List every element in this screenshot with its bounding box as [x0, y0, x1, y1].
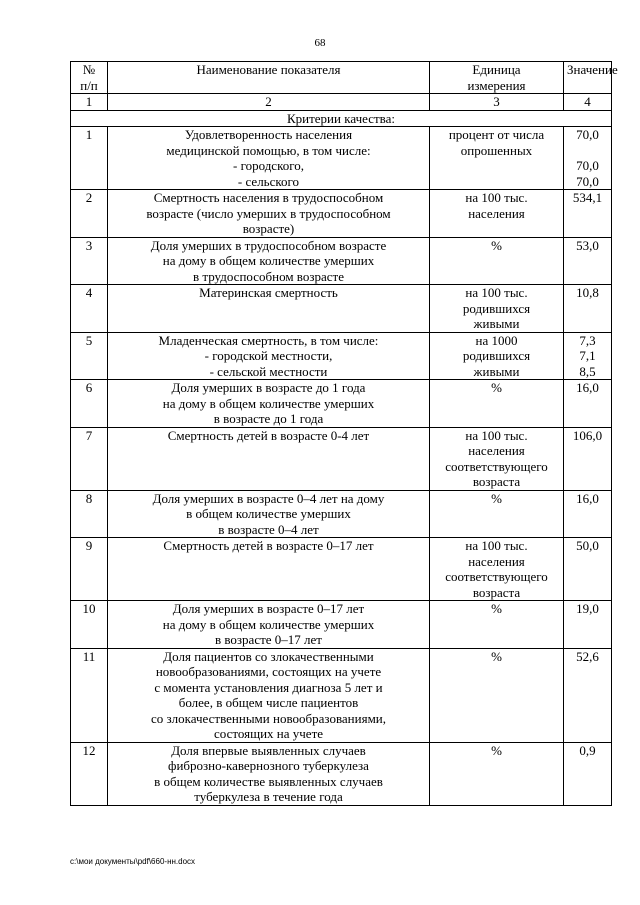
indicator-name-cell — [108, 332, 430, 380]
indicator-name-cell — [108, 742, 430, 805]
value-line: 70,0 — [576, 158, 599, 173]
indicator-name-line: состоящих на учете — [213, 726, 324, 741]
indicator-name-line: Доля умерших в трудоспособном возрасте — [150, 237, 387, 253]
header-name — [108, 62, 430, 94]
indicator-name-line: в возрасте до 1 года — [213, 411, 324, 426]
indicator-name-cell — [108, 237, 430, 285]
unit-line: соответствующего — [445, 569, 548, 584]
value-cell — [564, 127, 612, 190]
indicator-name-line: - городской местности, — [204, 348, 333, 363]
value-cell — [564, 332, 612, 380]
indicator-name-line: с момента установления диагноза 5 лет и — [154, 679, 383, 695]
table-row — [71, 127, 612, 190]
quality-criteria-table — [70, 61, 618, 806]
section-row — [71, 110, 612, 127]
row-number: 2 — [71, 190, 108, 238]
column-numbers-row — [71, 94, 612, 111]
unit-line: на 100 тыс. — [465, 427, 528, 443]
header-unit-line: измерения — [467, 77, 526, 93]
indicator-name-line: более, в общем числе пациентов — [178, 695, 359, 710]
header-unit-line: Единица — [472, 62, 521, 77]
indicator-name-line: Удовлетворенность населения — [184, 127, 353, 142]
unit-line: соответствующего — [445, 458, 548, 474]
value-cell — [564, 190, 612, 238]
indicator-name-cell — [108, 127, 430, 190]
unit-line: на 100 тыс. — [465, 190, 528, 205]
indicator-name-line: - сельской местности — [209, 363, 328, 379]
value-cell — [564, 427, 612, 490]
page-number: 68 — [314, 37, 326, 49]
value-line: 50,0 — [576, 538, 599, 553]
row-number: 6 — [71, 380, 108, 428]
indicator-name-line: Доля впервые выявленных случаев — [171, 742, 366, 758]
unit-cell — [430, 538, 564, 601]
indicator-name-line: возрасте (число умерших в трудоспособном — [146, 205, 391, 221]
table-row — [71, 427, 612, 490]
row-number: 11 — [71, 648, 108, 742]
value-line: 7,1 — [579, 348, 596, 363]
indicator-name-line: - сельского — [237, 173, 300, 189]
header-num-line: п/п — [80, 77, 98, 93]
indicator-name-line: на дому в общем количестве умерших — [162, 253, 375, 268]
unit-cell — [430, 490, 564, 538]
table-row — [71, 237, 612, 285]
table-row — [71, 285, 612, 333]
unit-line: на 1000 — [475, 332, 518, 348]
value-line: 52,6 — [576, 648, 599, 664]
footer-file-path: c:\мои документы\pdf\660-нн.docx — [70, 857, 196, 866]
unit-line: % — [491, 742, 502, 758]
value-line: 8,5 — [579, 363, 596, 379]
value-line: 16,0 — [576, 380, 599, 395]
unit-line: на 100 тыс. — [465, 538, 528, 553]
unit-line: родившихся — [462, 300, 531, 316]
header-num-line: № — [82, 62, 96, 77]
indicator-name-line: Доля пациентов со злокачественными — [163, 648, 374, 664]
value-line: 10,8 — [576, 285, 599, 300]
unit-line: населения — [468, 443, 525, 458]
table-header-row — [71, 62, 612, 94]
unit-line: возраста — [472, 584, 521, 600]
value-cell — [564, 648, 612, 742]
indicator-name-line: на дому в общем количестве умерших — [162, 616, 375, 632]
indicator-name-line: туберкулеза в течение года — [194, 789, 343, 804]
indicator-name-line: Смертность детей в возрасте 0-4 лет — [167, 427, 370, 443]
unit-cell — [430, 742, 564, 805]
unit-line: процент от числа — [448, 127, 545, 142]
unit-line: живыми — [473, 316, 520, 331]
unit-cell — [430, 427, 564, 490]
unit-line: на 100 тыс. — [465, 285, 528, 300]
table-row — [71, 190, 612, 238]
value-line: 70,0 — [576, 173, 599, 189]
indicator-name-line: новообразованиями, состоящих на учете — [155, 664, 382, 679]
unit-cell — [430, 601, 564, 649]
value-line: 106,0 — [572, 427, 603, 443]
unit-cell — [430, 648, 564, 742]
indicator-name-line: в возрасте 0–17 лет — [214, 632, 322, 647]
row-number: 4 — [71, 285, 108, 333]
indicator-name-line: в общем количестве выявленных случаев — [154, 773, 383, 789]
unit-line: опрошенных — [460, 142, 533, 158]
indicator-name-line: Младенческая смертность, в том числе: — [158, 332, 379, 348]
value-line: 70,0 — [576, 127, 599, 142]
unit-cell — [430, 285, 564, 333]
indicator-name-cell — [108, 380, 430, 428]
table-row — [71, 538, 612, 601]
indicator-name-line: на дому в общем количестве умерших — [162, 395, 375, 411]
unit-cell — [430, 332, 564, 380]
unit-cell — [430, 380, 564, 428]
unit-line: % — [491, 601, 502, 616]
table-row — [71, 490, 612, 538]
value-cell — [564, 742, 612, 805]
indicator-name-line: Смертность детей в возрасте 0–17 лет — [163, 538, 374, 553]
indicator-name-cell — [108, 538, 430, 601]
indicator-name-line: Доля умерших в возрасте 0–17 лет — [172, 601, 365, 616]
column-number: 3 — [430, 94, 564, 111]
indicator-name-cell — [108, 601, 430, 649]
unit-cell — [430, 127, 564, 190]
section-title: Критерии качества: — [71, 110, 612, 127]
indicator-name-line: - городского, — [232, 158, 304, 173]
header-value — [564, 62, 618, 94]
unit-line: % — [491, 490, 502, 506]
table-row — [71, 332, 612, 380]
indicator-name-line: медицинской помощью, в том числе: — [166, 142, 371, 158]
column-number: 2 — [108, 94, 430, 111]
indicator-name-line: в трудоспособном возрасте — [193, 268, 344, 284]
table-row — [71, 648, 612, 742]
indicator-name-line: со злокачественными новообразованиями, — [150, 710, 387, 726]
table-row — [71, 380, 612, 428]
value-cell — [564, 380, 612, 428]
unit-cell — [430, 237, 564, 285]
table-body — [71, 94, 612, 806]
indicator-name-cell — [108, 648, 430, 742]
unit-line: родившихся — [462, 348, 531, 363]
value-line: 0,9 — [579, 742, 596, 758]
value-cell — [564, 490, 612, 538]
column-number: 1 — [71, 94, 108, 111]
value-line: 534,1 — [572, 190, 603, 205]
unit-line: % — [491, 380, 502, 395]
row-number: 12 — [71, 742, 108, 805]
row-number: 10 — [71, 601, 108, 649]
header-unit — [430, 62, 564, 94]
unit-line: населения — [468, 205, 525, 221]
row-number: 9 — [71, 538, 108, 601]
value-line: 53,0 — [576, 237, 599, 253]
indicator-name-cell — [108, 285, 430, 333]
value-cell — [564, 285, 612, 333]
row-number: 7 — [71, 427, 108, 490]
row-number: 3 — [71, 237, 108, 285]
unit-cell — [430, 190, 564, 238]
unit-line: населения — [468, 553, 525, 569]
table-row — [71, 601, 612, 649]
value-line: 19,0 — [576, 601, 599, 616]
unit-line: возраста — [472, 474, 521, 489]
indicator-name-line: Доля умерших в возрасте до 1 года — [171, 380, 366, 395]
row-number: 5 — [71, 332, 108, 380]
indicator-name-line: в возрасте 0–4 лет — [218, 521, 319, 537]
indicator-name-cell — [108, 490, 430, 538]
row-number: 1 — [71, 127, 108, 190]
header-num — [71, 62, 108, 94]
row-number: 8 — [71, 490, 108, 538]
value-cell — [564, 237, 612, 285]
header-value-line: Значение — [567, 62, 618, 77]
indicator-name-line: фиброзно-кавернозного туберкулеза — [168, 758, 369, 773]
indicator-name-line: в общем количестве умерших — [186, 506, 351, 521]
indicator-name-line: Материнская смертность — [199, 285, 338, 300]
indicator-name-line: Доля умерших в возрасте 0–4 лет на дому — [152, 490, 385, 506]
header-name-line: Наименование показателя — [196, 62, 341, 77]
table-row — [71, 742, 612, 805]
indicator-name-cell — [108, 190, 430, 238]
indicator-name-cell — [108, 427, 430, 490]
value-line — [567, 143, 608, 159]
indicator-name-line: возрасте) — [242, 221, 295, 236]
unit-line: % — [491, 237, 502, 253]
value-line: 7,3 — [579, 332, 596, 348]
unit-line: живыми — [473, 363, 520, 379]
column-number: 4 — [564, 94, 612, 111]
unit-line: % — [491, 648, 502, 664]
value-cell — [564, 538, 612, 601]
value-line: 16,0 — [576, 490, 599, 506]
indicator-name-line: Смертность населения в трудоспособном — [153, 190, 384, 205]
value-cell — [564, 601, 612, 649]
